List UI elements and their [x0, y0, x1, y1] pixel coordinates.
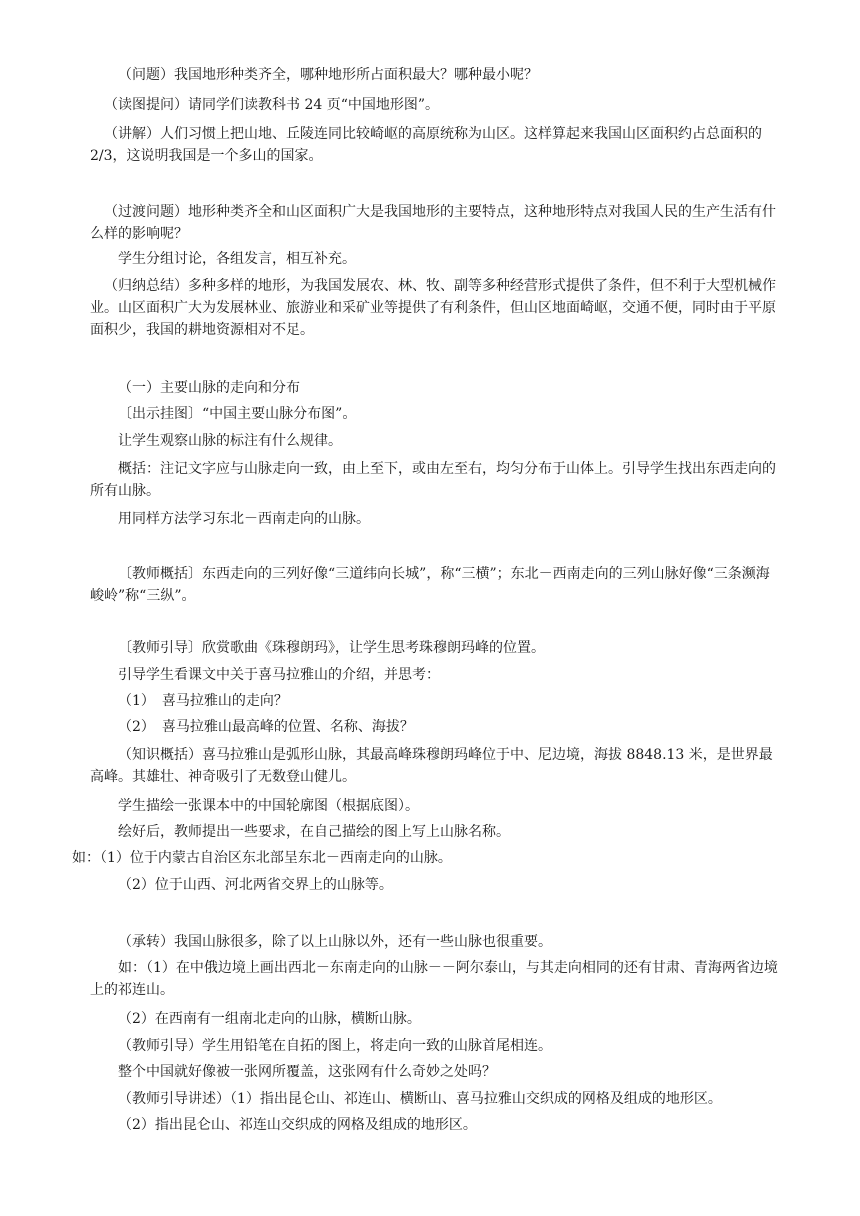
paragraph: 学生分组讨论，各组发言，相互补充。 [118, 251, 356, 267]
list-item: （2） 喜马拉雅山最高峰的位置、名称、海拔？ [118, 719, 414, 735]
paragraph: （承转）我国山脉很多，除了以上山脉以外，还有一些山脉也很重要。 [118, 934, 552, 950]
section-heading: （一）主要山脉的走向和分布 [118, 380, 300, 396]
paragraph: 〔教师概括〕东西走向的三列好像“三道纬向长城”，称“三横”；东北－西南走向的三列山脉好像“三条濒海峻岭”称“三纵”。 [90, 566, 770, 604]
paragraph: （教师引导讲述）（1）指出昆仑山、祁连山、横断山、喜马拉雅山交织成的网格及组成的地形区。 [118, 1091, 722, 1107]
list-item: （2）位于山西、河北两省交界上的山脉等。 [118, 877, 393, 893]
paragraph: （讲解）人们习惯上把山地、丘陵连同比较崎岖的高原统称为山区。这样算起来我国山区面积约占总面积的 2/3，这说明我国是一个多山的国家。 [90, 126, 762, 164]
list-item: （1） 喜马拉雅山的走向？ [118, 693, 288, 709]
list-item: 如：（1）位于内蒙古自治区东北部呈东北－西南走向的山脉。 [72, 850, 452, 866]
list-item: （2）在西南有一组南北走向的山脉，横断山脉。 [118, 1011, 421, 1027]
paragraph: 引导学生看课文中关于喜马拉雅山的介绍，并思考： [118, 667, 440, 683]
paragraph: （知识概括）喜马拉雅山是弧形山脉，其最高峰珠穆朗玛峰位于中、尼边境，海拔 8848.13 米，是世界最高峰。其雄壮、神奇吸引了无数登山健儿。 [90, 747, 773, 785]
paragraph: 让学生观察山脉的标注有什么规律。 [118, 433, 342, 449]
paragraph: 概括：注记文字应与山脉走向一致，由上至下，或由左至右，均匀分布于山体上。引导学生找出东西走向的所有山脉。 [90, 461, 776, 499]
paragraph: （问题）我国地形种类齐全，哪种地形所占面积最大？哪种最小呢？ [118, 67, 538, 83]
paragraph: 学生描绘一张课本中的中国轮廓图（根据底图）。 [118, 798, 419, 814]
paragraph: （读图提问）请同学们读教科书 24 页“中国地形图”。 [104, 97, 440, 113]
paragraph: 绘好后，教师提出一些要求，在自己描绘的图上写上山脉名称。 [118, 824, 510, 840]
paragraph: 整个中国就好像被一张网所覆盖，这张网有什么奇妙之处吗？ [118, 1064, 496, 1080]
paragraph: 如：（1）在中俄边境上画出西北－东南走向的山脉－－阿尔泰山，与其走向相同的还有甘肃、青海两省边境上的祁连山。 [90, 960, 778, 998]
paragraph: （过渡问题）地形种类齐全和山区面积广大是我国地形的主要特点，这种地形特点对我国人民的生产生活有什么样的影响呢？ [90, 204, 776, 242]
paragraph: 〔教师引导〕欣赏歌曲《珠穆朗玛》，让学生思考珠穆朗玛峰的位置。 [118, 640, 545, 656]
paragraph: 〔出示挂图〕“中国主要山脉分布图”。 [118, 406, 357, 422]
paragraph: （教师引导）学生用铅笔在自拓的图上，将走向一致的山脉首尾相连。 [118, 1038, 552, 1054]
paragraph: （归纳总结）多种多样的地形，为我国发展农、林、牧、副等多种经营形式提供了条件，但不利于大型机械作业。山区面积广大为发展林业、旅游业和采矿业等提供了有利条件，但山区地面崎岖，交通不便，同时由于平原面积少，我国的耕地资源相对不足。 [90, 278, 776, 338]
list-item: （2）指出昆仑山、祁连山交织成的网格及组成的地形区。 [118, 1117, 477, 1133]
paragraph: 用同样方法学习东北－西南走向的山脉。 [118, 511, 370, 527]
